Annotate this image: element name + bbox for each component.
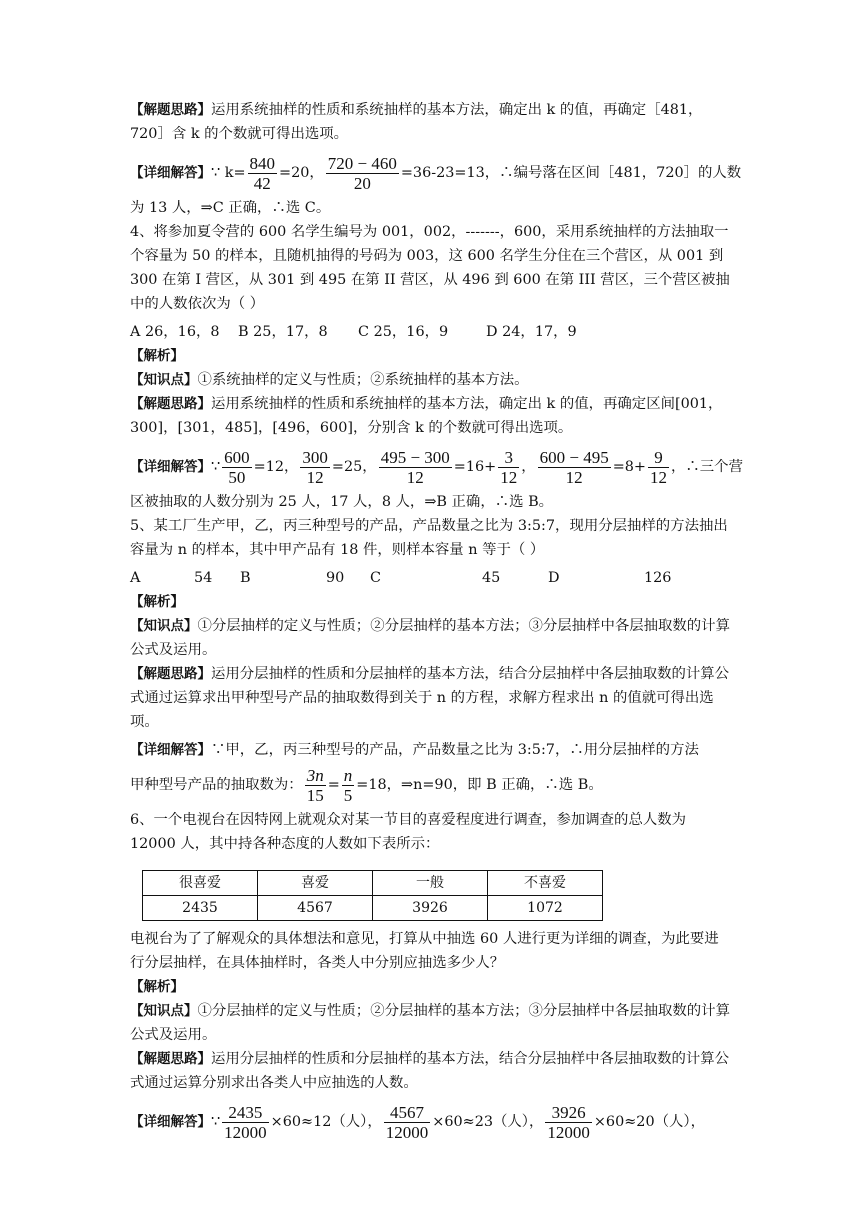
- answer-text: 甲种型号产品的抽取数为：: [130, 777, 303, 793]
- option-a: A 26，16，8: [130, 324, 220, 340]
- table-cell: 4567: [258, 896, 373, 921]
- fraction-numerator: n: [343, 765, 353, 785]
- document-page: [130, 98, 743, 1145]
- q6-table: [142, 870, 603, 921]
- fraction-numerator: 3n: [306, 765, 324, 785]
- option-d-letter: D: [548, 570, 560, 586]
- fraction-denominator: 12000: [385, 1122, 429, 1142]
- fraction-numerator: 840: [249, 153, 276, 173]
- answer-text: ∵甲，乙，丙三种型号的产品，产品数量之比为 3:5:7，∴用分层抽样的方法: [211, 742, 699, 758]
- q5-options: [130, 566, 730, 590]
- fraction-numerator: 720 − 460: [327, 153, 397, 173]
- answer-text: ×60≈12（人），: [270, 1114, 382, 1130]
- fraction: [384, 1103, 431, 1142]
- answer-prefix: ∵ k=: [211, 165, 246, 181]
- fraction: [498, 448, 519, 487]
- fraction-denominator: 15: [306, 785, 324, 805]
- answer-text: =36-23=13，∴编号落在区间［481，720］的人数: [400, 165, 742, 181]
- fraction-numerator: 495 − 300: [380, 447, 450, 467]
- fraction: [222, 1103, 269, 1142]
- answer-text: ×60≈20（人），: [593, 1114, 705, 1130]
- option-b-value: 90: [326, 570, 345, 586]
- answer-prefix: ∵: [211, 1114, 221, 1130]
- fraction-denominator: 5: [343, 785, 353, 805]
- fraction-numerator: 2435: [222, 1103, 269, 1123]
- thinking-tag: 【解题思路】: [130, 666, 211, 682]
- answer-text: ×60≈23（人），: [432, 1114, 544, 1130]
- fraction-denominator: 12000: [547, 1122, 590, 1142]
- q6-knowledge: [130, 999, 730, 1047]
- answer-text: =16+: [453, 459, 497, 475]
- option-c-value: 45: [482, 570, 501, 586]
- fraction: [248, 154, 278, 193]
- thinking-text: 运用系统抽样的性质和系统抽样的基本方法，确定出 k 的值，再确定［481，720］含 k 的个数就可得出选项。: [130, 102, 703, 142]
- answer-tag: 【详细解答】: [130, 742, 211, 758]
- fraction-numerator: 4567: [384, 1103, 431, 1123]
- answer-text: ，: [521, 459, 536, 475]
- option-d-value: 126: [644, 570, 672, 586]
- knowledge-tag: 【知识点】: [130, 1003, 198, 1019]
- answer-text: =8+: [612, 459, 646, 475]
- q5-knowledge: [130, 614, 730, 662]
- table-row: [143, 896, 603, 921]
- option-b-letter: B: [240, 570, 251, 586]
- q5-question: 5、某工厂生产甲，乙，丙三种型号的产品，产品数量之比为 3:5:7，现用分层抽样的方法抽出容量为 n 的样本，其中甲产品有 18 件，则样本容量 n 等于（ ）: [130, 518, 728, 558]
- thinking-text: 运用分层抽样的性质和分层抽样的基本方法，结合分层抽样中各层抽取数的计算公式通过运算求出甲种型号产品的抽取数得到关于 n 的方程，求解方程求出 n 的值就可得出选项。: [130, 666, 730, 730]
- fraction-denominator: 12: [565, 467, 583, 487]
- answer-text: =20，: [279, 165, 324, 181]
- analysis-tag: 【解析】: [130, 348, 184, 364]
- answer-text: =18，⇒n=90，即 B 正确，∴选 B。: [356, 777, 603, 793]
- answer-tag: 【详细解答】: [130, 459, 211, 475]
- fraction-numerator: 300: [302, 447, 328, 467]
- q4-thinking: [130, 392, 730, 440]
- knowledge-text: ①系统抽样的定义与性质；②系统抽样的基本方法。: [197, 372, 529, 388]
- fraction: [342, 766, 355, 805]
- option-b: B 25，17，8: [238, 324, 328, 340]
- knowledge-text: ①分层抽样的定义与性质；②分层抽样的基本方法；③分层抽样中各层抽取数的计算公式及运用。: [130, 1003, 730, 1043]
- thinking-text: 运用系统抽样的性质和系统抽样的基本方法，确定出 k 的值，再确定区间[001，300]，[301，485]，[496，600]，分别含 k 的个数就可得出选项。: [130, 396, 723, 436]
- q5-answer-line1: [130, 738, 730, 762]
- thinking-tag: 【解题思路】: [130, 1051, 211, 1067]
- fraction-denominator: 12: [650, 467, 667, 487]
- option-a-value: 54: [194, 570, 213, 586]
- q6-question2: 电视台为了了解观众的具体想法和意见，打算从中抽选 60 人进行更为详细的调查，为此要进行分层抽样，在具体抽样时，各类人中分别应抽选多少人？: [130, 931, 719, 971]
- table-header-cell: 很喜爱: [143, 871, 258, 896]
- knowledge-tag: 【知识点】: [130, 372, 198, 388]
- fraction-numerator: 600: [224, 447, 250, 467]
- equals-sign: =: [327, 777, 340, 793]
- analysis-tag: 【解析】: [130, 979, 184, 995]
- fraction-denominator: 42: [253, 173, 271, 193]
- table-header-row: [143, 871, 603, 896]
- table-cell: 3926: [373, 896, 488, 921]
- answer-tag: 【详细解答】: [130, 1114, 211, 1130]
- fraction: [538, 448, 611, 487]
- fraction-numerator: 3: [498, 448, 519, 468]
- table-cell: 1072: [488, 896, 603, 921]
- option-a-letter: A: [130, 570, 141, 586]
- fraction: [326, 154, 399, 193]
- q4-answer-line2: 区被抽取的人数分别为 25 人，17 人，8 人，⇒B 正确，∴选 B。: [130, 494, 554, 510]
- q4-knowledge: [130, 368, 730, 392]
- answer-text: =12，: [253, 459, 299, 475]
- table-header-cell: 喜爱: [258, 871, 373, 896]
- thinking-text: 运用分层抽样的性质和分层抽样的基本方法，结合分层抽样中各层抽取数的计算公式通过运算分别求出各类人中应抽选的人数。: [130, 1051, 730, 1091]
- thinking-tag: 【解题思路】: [130, 396, 211, 412]
- fraction-numerator: 600 − 495: [539, 447, 609, 467]
- fraction-numerator: 9: [648, 448, 669, 468]
- q4-options: [130, 320, 730, 344]
- fraction-numerator: 3926: [545, 1103, 592, 1123]
- q6-question: 6、一个电视台在因特网上就观众对某一节目的喜爱程度进行调查，参加调查的总人数为 12000 人，其中持各种态度的人数如下表所示：: [130, 812, 687, 852]
- q3-thinking: [130, 98, 730, 146]
- table-header-cell: 一般: [373, 871, 488, 896]
- table-cell: 2435: [143, 896, 258, 921]
- option-c: C 25，16，9: [358, 324, 449, 340]
- fraction: [545, 1103, 592, 1142]
- knowledge-tag: 【知识点】: [130, 618, 198, 634]
- answer-prefix: ∵: [211, 459, 221, 475]
- q5-thinking: [130, 662, 730, 734]
- fraction-denominator: 12: [406, 467, 424, 487]
- option-d: D 24，17，9: [486, 324, 577, 340]
- fraction: [222, 448, 252, 487]
- fraction: [300, 448, 330, 487]
- thinking-tag: 【解题思路】: [130, 102, 211, 118]
- q3-answer-line: [130, 150, 742, 196]
- answer-text: =25，: [331, 459, 377, 475]
- fraction-denominator: 12: [306, 467, 324, 487]
- fraction-denominator: 20: [353, 173, 371, 193]
- table-header-cell: 不喜爱: [488, 871, 603, 896]
- option-c-letter: C: [370, 570, 382, 586]
- fraction: [379, 448, 452, 487]
- knowledge-text: ①分层抽样的定义与性质；②分层抽样的基本方法；③分层抽样中各层抽取数的计算公式及运用。: [130, 618, 730, 658]
- answer-text: ，∴三个营: [671, 459, 743, 475]
- analysis-tag: 【解析】: [130, 594, 184, 610]
- q4-question: 4、将参加夏令营的 600 名学生编号为 001，002，-------，600，采用系统抽样的方法抽取一个容量为 50 的样本，且随机抽得的号码为 003，这 600 名学生分住在三个营区，从 001 到 300 在第 I 营区，从 301 到 495 在第 II 营区，从 496 到 600 在第 III 营区，三个营区被抽中的人数依次为（ ）: [130, 224, 730, 312]
- q6-thinking: [130, 1047, 730, 1095]
- q5-answer-line2: [130, 762, 730, 808]
- fraction: [305, 766, 326, 805]
- answer-tag: 【详细解答】: [130, 165, 211, 181]
- q6-answer-line: [130, 1099, 730, 1145]
- q3-answer-line2: 为 13 人，⇒C 正确，∴选 C。: [130, 200, 331, 216]
- fraction-denominator: 50: [228, 467, 246, 487]
- fraction-denominator: 12: [500, 467, 518, 487]
- q4-answer-line: [130, 444, 743, 490]
- fraction: [648, 448, 669, 487]
- fraction-denominator: 12000: [224, 1122, 267, 1142]
